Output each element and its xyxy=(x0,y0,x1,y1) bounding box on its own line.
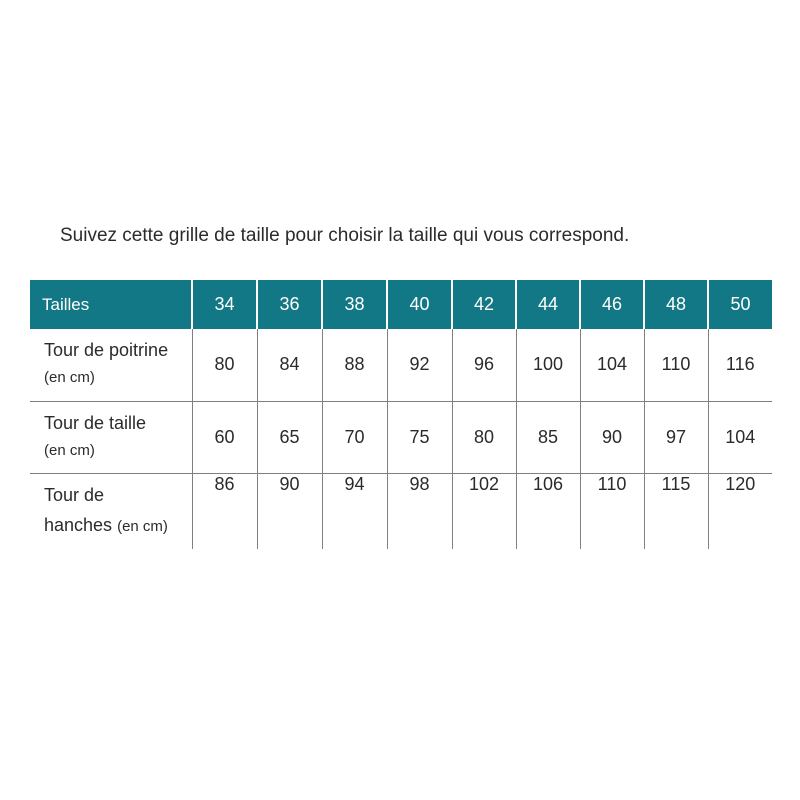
table-cell: 96 xyxy=(452,329,516,401)
table-cell: 104 xyxy=(580,329,644,401)
size-header: 36 xyxy=(257,280,322,329)
table-cell: 70 xyxy=(322,401,387,473)
table-cell: 115 xyxy=(644,473,708,549)
table-cell: 116 xyxy=(708,329,772,401)
intro-text: Suivez cette grille de taille pour choisir la taille qui vous correspond. xyxy=(60,225,630,246)
size-chart-table xyxy=(30,280,772,549)
header-label: Tailles xyxy=(30,280,192,329)
table-cell: 110 xyxy=(644,329,708,401)
table-cell: 75 xyxy=(387,401,452,473)
size-header: 48 xyxy=(644,280,708,329)
table-cell: 97 xyxy=(644,401,708,473)
size-header: 40 xyxy=(387,280,452,329)
table-cell: 84 xyxy=(257,329,322,401)
row-label-unit: (en cm) xyxy=(44,441,95,459)
row-label-waist xyxy=(30,401,192,473)
table-cell: 80 xyxy=(192,329,257,401)
table-cell: 98 xyxy=(387,473,452,549)
row-label-text: Tour de poitrine xyxy=(44,340,169,360)
table-cell: 85 xyxy=(516,401,580,473)
row-label-hips xyxy=(30,473,192,549)
table-cell: 104 xyxy=(708,401,772,473)
size-header: 38 xyxy=(322,280,387,329)
table-cell: 100 xyxy=(516,329,580,401)
table-cell: 120 xyxy=(708,473,772,549)
row-label-chest xyxy=(30,329,192,401)
table-cell: 90 xyxy=(580,401,644,473)
size-header: 34 xyxy=(192,280,257,329)
table-cell: 86 xyxy=(192,473,257,549)
table-cell: 65 xyxy=(257,401,322,473)
table-cell: 80 xyxy=(452,401,516,473)
table-cell: 88 xyxy=(322,329,387,401)
table-row-waist xyxy=(30,401,772,473)
row-label-unit: (en cm) xyxy=(117,517,168,535)
table-cell: 94 xyxy=(322,473,387,549)
row-label-text: Tour de xyxy=(44,484,105,505)
table-cell: 60 xyxy=(192,401,257,473)
table-cell: 110 xyxy=(580,473,644,549)
row-label-text-line2 xyxy=(44,510,192,542)
row-label-text: hanches xyxy=(44,514,113,535)
size-header: 50 xyxy=(708,280,772,329)
table-cell: 90 xyxy=(257,473,322,549)
table-row-chest xyxy=(30,329,772,401)
size-header: 44 xyxy=(516,280,580,329)
table-cell: 92 xyxy=(387,329,452,401)
size-header: 42 xyxy=(452,280,516,329)
size-header: 46 xyxy=(580,280,644,329)
table-cell: 106 xyxy=(516,473,580,549)
table-row-hips xyxy=(30,473,772,549)
header-row xyxy=(30,280,772,329)
table-cell: 102 xyxy=(452,473,516,549)
row-label-text: Tour de taille xyxy=(44,412,147,433)
row-label-unit: (en cm) xyxy=(44,369,95,386)
